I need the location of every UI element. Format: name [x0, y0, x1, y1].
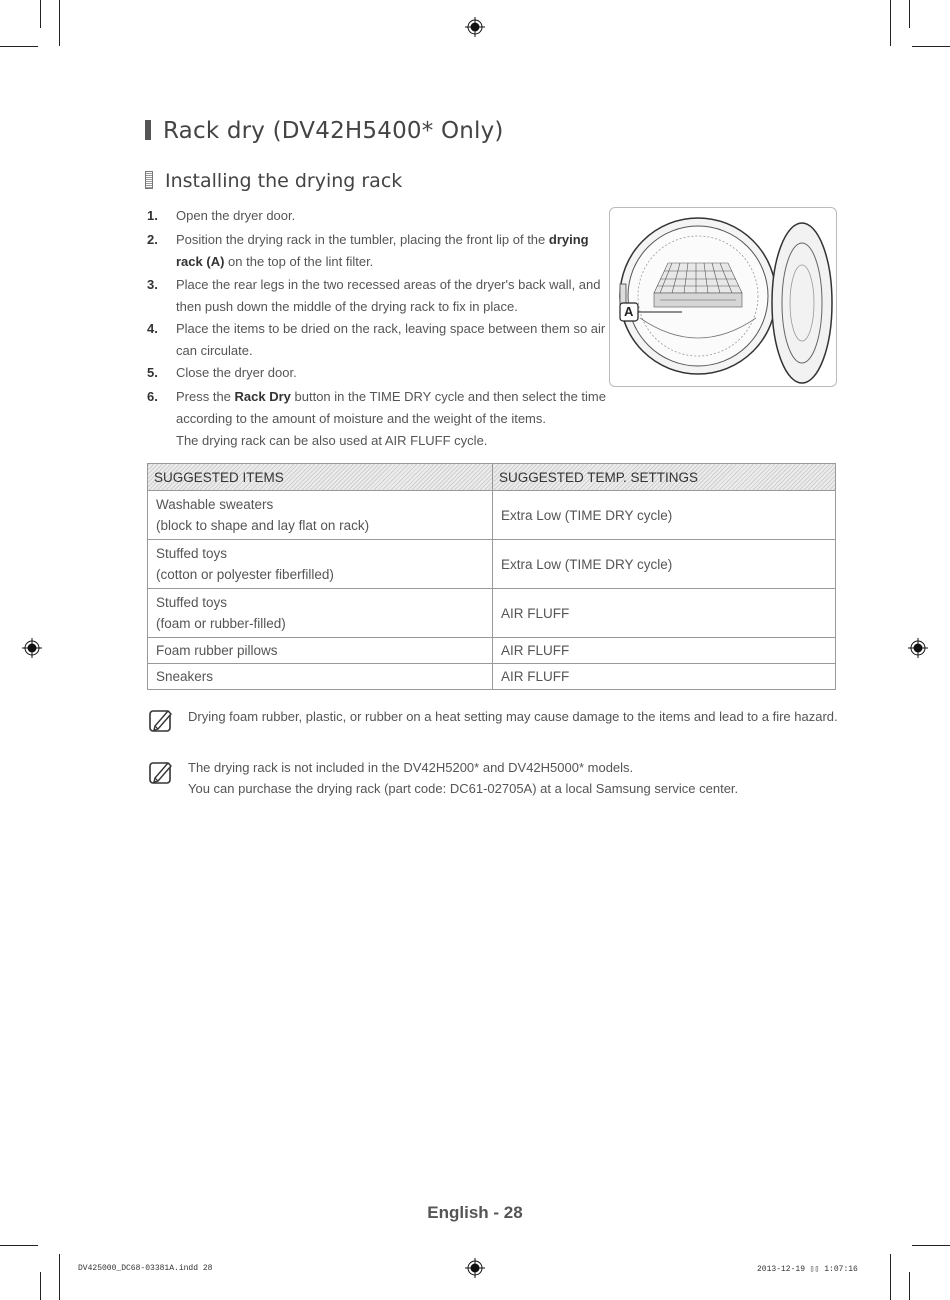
note-line: The drying rack is not included in the DV42H5200* and DV42H5000* models.: [188, 760, 634, 775]
page-title-text: Rack dry (DV42H5400* Only): [163, 118, 504, 144]
item-name: Stuffed toys: [156, 546, 228, 561]
step-number: 6.: [147, 389, 158, 404]
crop-mark: [0, 1245, 38, 1246]
heading-bar: [145, 120, 151, 140]
step-text: [176, 362, 607, 384]
note-line: Drying foam rubber, plastic, or rubber on a heat setting may cause damage to the items and lead to a fire hazard.: [188, 709, 838, 724]
step-item: [147, 274, 607, 318]
table-row: [148, 540, 836, 589]
table-cell-item: Sneakers: [148, 664, 493, 690]
note-text: [188, 757, 838, 799]
table-cell-setting: AIR FLUFF: [493, 589, 836, 638]
step-text-part: Place the rear legs in the two recessed areas of the dryer's back wall, and then push down the middle of the drying rack to fix in place.: [176, 277, 601, 314]
registration-mark-icon: [22, 638, 42, 658]
step-text-part: Place the items to be dried on the rack, leaving space between them so air can circulate.: [176, 321, 606, 358]
section-title-text: Installing the drying rack: [165, 170, 403, 192]
note-line: You can purchase the drying rack (part code: DC61-02705A) at a local Samsung service center.: [188, 781, 739, 796]
step-text: [176, 386, 607, 452]
table-cell-item: [148, 491, 493, 540]
table-cell-setting: Extra Low (TIME DRY cycle): [493, 491, 836, 540]
item-name: Stuffed toys: [156, 595, 228, 610]
table-row: [148, 638, 836, 664]
table-header: SUGGESTED TEMP. SETTINGS: [493, 464, 836, 491]
step-text-part: Close the dryer door.: [176, 365, 297, 380]
table-header-row: [148, 464, 836, 491]
subheading-bar: [145, 171, 153, 189]
step-text-part: Position the drying rack in the tumbler, placing the front lip of the: [176, 232, 549, 247]
dryer-rack-illustration: [609, 207, 837, 387]
note-pencil-icon: [148, 759, 174, 785]
page-number: English - 28: [427, 1203, 523, 1222]
crop-mark: [909, 1272, 910, 1300]
step-number: 1.: [147, 208, 158, 223]
table-cell-setting: Extra Low (TIME DRY cycle): [493, 540, 836, 589]
step-text-part: on the top of the lint filter.: [224, 254, 374, 269]
table-row: [148, 491, 836, 540]
item-detail: (cotton or polyester fiberfilled): [156, 567, 334, 582]
step-item: [147, 205, 607, 227]
registration-mark-icon: [465, 1258, 485, 1278]
step-number: 5.: [147, 365, 158, 380]
crop-mark: [890, 0, 891, 46]
note-text: [188, 706, 838, 727]
registration-mark-icon: [465, 17, 485, 37]
step-number: 2.: [147, 232, 158, 247]
crop-mark: [909, 0, 910, 28]
item-detail: (foam or rubber-filled): [156, 616, 286, 631]
step-item: [147, 386, 607, 452]
step-text: [176, 318, 607, 362]
step-text-part: Open the dryer door.: [176, 208, 296, 223]
step-number: 4.: [147, 321, 158, 336]
item-detail: (block to shape and lay flat on rack): [156, 518, 370, 533]
step-text: [176, 229, 607, 273]
suggested-settings-table: [147, 463, 836, 690]
step-item: [147, 318, 607, 362]
table-row: [148, 664, 836, 690]
print-slug-left: DV425000_DC68-03381A.indd 28: [78, 1264, 213, 1273]
registration-mark-icon: [908, 638, 928, 658]
table-cell-item: [148, 540, 493, 589]
note-pencil-icon: [148, 707, 174, 733]
crop-mark: [912, 46, 950, 47]
callout-label: A: [624, 304, 634, 319]
section-title: [145, 170, 402, 192]
table-header: SUGGESTED ITEMS: [148, 464, 493, 491]
dryer-drum-icon: [610, 208, 836, 386]
step-text-bold: drying rack (A): [176, 232, 589, 269]
step-text: [176, 274, 607, 318]
table-cell-item: [148, 589, 493, 638]
print-slug-right: 2013-12-19 ▯▯ 1:07:16: [757, 1265, 858, 1274]
table-cell-item: Foam rubber pillows: [148, 638, 493, 664]
step-item: [147, 229, 607, 273]
crop-mark: [0, 46, 38, 47]
crop-mark: [59, 0, 60, 46]
crop-mark: [40, 1272, 41, 1300]
table-cell-setting: AIR FLUFF: [493, 638, 836, 664]
table-row: [148, 589, 836, 638]
step-number: 3.: [147, 277, 158, 292]
table-cell-setting: AIR FLUFF: [493, 664, 836, 690]
step-text-bold: Rack Dry: [234, 389, 291, 404]
step-text-part: button in the TIME DRY cycle and then select the time according to the amount of moisture and the weight of the items.: [176, 389, 606, 426]
crop-mark: [912, 1245, 950, 1246]
step-item: [147, 362, 607, 384]
crop-mark: [59, 1254, 60, 1300]
step-text-part: The drying rack can be also used at AIR FLUFF cycle.: [176, 433, 488, 448]
step-text: [176, 205, 607, 227]
crop-mark: [890, 1254, 891, 1300]
page-title: [145, 118, 504, 144]
step-text-part: Press the: [176, 389, 235, 404]
item-name: Washable sweaters: [156, 497, 274, 512]
crop-mark: [40, 0, 41, 28]
